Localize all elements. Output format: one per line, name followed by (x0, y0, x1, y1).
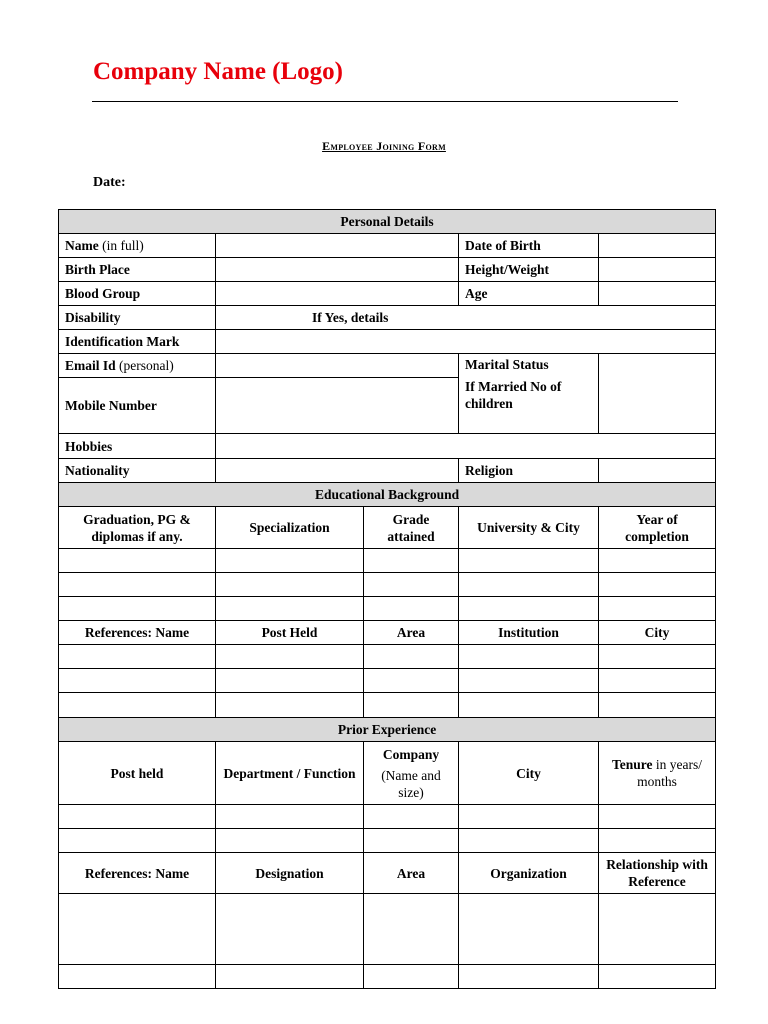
table-cell[interactable] (364, 805, 459, 829)
if-yes-details-label: If Yes, details (312, 310, 389, 325)
table-row (59, 894, 716, 965)
table-cell[interactable] (459, 965, 599, 989)
disability-field[interactable] (216, 306, 716, 330)
table-cell[interactable] (599, 669, 716, 693)
edu-ref-col-institution: Institution (459, 621, 599, 645)
marital-status-cell (459, 354, 599, 434)
mobile-number-label: Mobile Number (59, 378, 216, 434)
table-cell[interactable] (59, 669, 216, 693)
table-cell[interactable] (59, 549, 216, 573)
table-cell[interactable] (459, 597, 599, 621)
table-cell[interactable] (459, 693, 599, 718)
edu-ref-col-post: Post Held (216, 621, 364, 645)
age-label: Age (459, 282, 599, 306)
table-cell[interactable] (599, 805, 716, 829)
table-cell[interactable] (216, 669, 364, 693)
table-row (59, 965, 716, 989)
table-cell[interactable] (459, 549, 599, 573)
height-weight-label: Height/Weight (459, 258, 599, 282)
edu-col-grade: Grade attained (364, 507, 459, 549)
table-cell[interactable] (599, 597, 716, 621)
section-educational-background: Educational Background (59, 483, 716, 507)
table-cell[interactable] (364, 965, 459, 989)
exp-company-note: (Name and size) (381, 767, 441, 800)
edu-ref-col-area: Area (364, 621, 459, 645)
table-cell[interactable] (364, 645, 459, 669)
blood-group-field[interactable] (216, 282, 459, 306)
email-label: Email Id (personal) (59, 354, 216, 378)
edu-col-year: Year of completion (599, 507, 716, 549)
table-row (59, 693, 716, 718)
name-note: (in full) (102, 238, 144, 253)
mobile-number-field[interactable] (216, 378, 459, 434)
table-cell[interactable] (599, 645, 716, 669)
table-cell[interactable] (216, 894, 364, 965)
exp-col-tenure: Tenure in years/ months (599, 742, 716, 805)
edu-ref-col-name: References: Name (59, 621, 216, 645)
table-cell[interactable] (59, 965, 216, 989)
table-cell[interactable] (59, 693, 216, 718)
exp-col-post-held: Post held (59, 742, 216, 805)
blood-group-label: Blood Group (59, 282, 216, 306)
dob-field[interactable] (599, 234, 716, 258)
disability-label: Disability (59, 306, 216, 330)
table-row (59, 549, 716, 573)
religion-label: Religion (459, 459, 599, 483)
table-row (59, 573, 716, 597)
table-cell[interactable] (216, 549, 364, 573)
table-cell[interactable] (364, 573, 459, 597)
exp-ref-col-relationship: Relationship with Reference (599, 853, 716, 894)
nationality-field[interactable] (216, 459, 459, 483)
children-label: If Married No of children (465, 379, 562, 411)
table-cell[interactable] (599, 573, 716, 597)
exp-ref-col-area: Area (364, 853, 459, 894)
table-cell[interactable] (599, 894, 716, 965)
table-row (59, 669, 716, 693)
date-label: Date: (93, 175, 126, 190)
exp-ref-col-organization: Organization (459, 853, 599, 894)
email-note: (personal) (119, 358, 174, 373)
nationality-label: Nationality (59, 459, 216, 483)
edu-col-specialization: Specialization (216, 507, 364, 549)
table-cell[interactable] (364, 549, 459, 573)
table-cell[interactable] (459, 573, 599, 597)
table-cell[interactable] (216, 645, 364, 669)
birth-place-field[interactable] (216, 258, 459, 282)
table-cell[interactable] (59, 894, 216, 965)
exp-col-city: City (459, 742, 599, 805)
table-cell[interactable] (216, 829, 364, 853)
identification-mark-label: Identification Mark (59, 330, 216, 354)
exp-company-label: Company (382, 746, 440, 762)
table-cell[interactable] (216, 693, 364, 718)
religion-field[interactable] (599, 459, 716, 483)
exp-ref-col-designation: Designation (216, 853, 364, 894)
table-row (59, 829, 716, 853)
edu-ref-col-city: City (599, 621, 716, 645)
table-cell[interactable] (599, 693, 716, 718)
marital-status-field[interactable] (599, 354, 716, 434)
table-cell[interactable] (216, 805, 364, 829)
identification-mark-field[interactable] (216, 330, 716, 354)
exp-ref-col-name: References: Name (59, 853, 216, 894)
table-cell[interactable] (364, 829, 459, 853)
birth-place-label: Birth Place (59, 258, 216, 282)
table-cell[interactable] (459, 669, 599, 693)
table-cell[interactable] (364, 693, 459, 718)
table-cell[interactable] (364, 669, 459, 693)
height-weight-field[interactable] (599, 258, 716, 282)
table-row (59, 645, 716, 669)
table-cell[interactable] (459, 894, 599, 965)
exp-col-department: Department / Function (216, 742, 364, 805)
table-cell[interactable] (216, 965, 364, 989)
form-title: Employee Joining Form (322, 139, 446, 153)
table-cell[interactable] (59, 597, 216, 621)
email-field[interactable] (216, 354, 459, 378)
dob-label: Date of Birth (459, 234, 599, 258)
table-cell[interactable] (364, 894, 459, 965)
table-cell[interactable] (599, 829, 716, 853)
table-cell[interactable] (59, 805, 216, 829)
table-cell[interactable] (459, 829, 599, 853)
edu-col-university: University & City (459, 507, 599, 549)
table-cell[interactable] (59, 645, 216, 669)
hobbies-label: Hobbies (59, 434, 216, 459)
section-personal-details: Personal Details (59, 210, 716, 234)
section-prior-experience: Prior Experience (59, 718, 716, 742)
header-rule (92, 101, 678, 102)
table-cell[interactable] (459, 645, 599, 669)
table-row (59, 597, 716, 621)
table-cell[interactable] (216, 597, 364, 621)
table-cell[interactable] (459, 805, 599, 829)
exp-col-company (364, 742, 459, 805)
table-cell[interactable] (364, 597, 459, 621)
exp-tenure-note: in years/ months (637, 757, 703, 789)
table-cell[interactable] (599, 549, 716, 573)
company-name-logo: Company Name (Logo) (93, 58, 343, 85)
table-cell[interactable] (599, 965, 716, 989)
table-cell[interactable] (59, 573, 216, 597)
hobbies-field[interactable] (216, 434, 716, 459)
joining-form-table (58, 209, 716, 989)
edu-col-graduation: Graduation, PG & diplomas if any. (59, 507, 216, 549)
name-label: Name (in full) (59, 234, 216, 258)
name-field[interactable] (216, 234, 459, 258)
table-cell[interactable] (59, 829, 216, 853)
age-field[interactable] (599, 282, 716, 306)
marital-status-label: Marital Status (465, 357, 549, 372)
table-cell[interactable] (216, 573, 364, 597)
table-row (59, 805, 716, 829)
